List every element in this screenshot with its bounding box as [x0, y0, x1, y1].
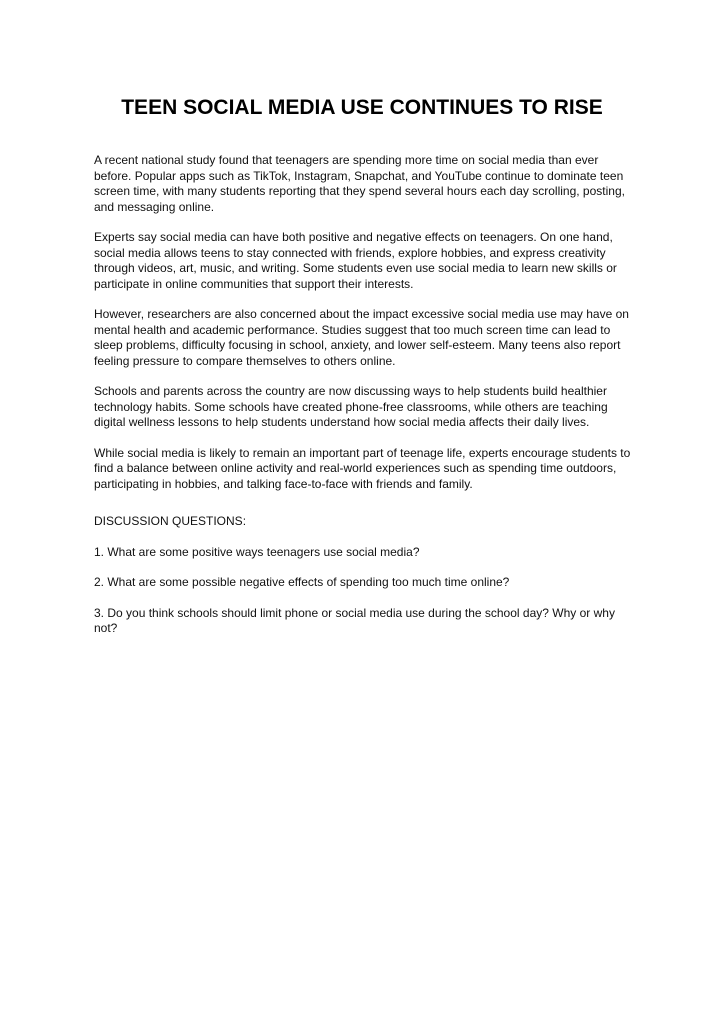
discussion-question: 3. Do you think schools should limit phone or social media use during the school day? Why or why not?: [94, 605, 615, 635]
article-paragraph: Experts say social media can have both positive and negative effects on teenagers. On one hand, social media allows teens to stay connected with friends, explore hobbies, and express creativity through videos, art, music, and writing. Some students even use social media to learn new skills or participate in online communities that support their interests.: [94, 230, 617, 291]
discussion-question: 2. What are some possible negative effects of spending too much time online?: [94, 575, 510, 589]
discussion-questions-heading: DISCUSSION QUESTIONS:: [94, 514, 247, 528]
article-body: [94, 153, 634, 652]
article-paragraph: While social media is likely to remain an important part of teenage life, experts encourage students to find a balance between online activity and real-world experiences such as spending time outdoors, participating in hobbies, and talking face-to-face with friends and family.: [94, 445, 631, 491]
page-title: TEEN SOCIAL MEDIA USE CONTINUES TO RISE: [121, 96, 603, 119]
article-paragraph: A recent national study found that teenagers are spending more time on social media than ever before. Popular apps such as TikTok, Instagram, Snapchat, and YouTube continue to dominate teen screen time, with many students reporting that they spend several hours each day scrolling, posting, and messaging online.: [94, 153, 625, 214]
article-paragraph: Schools and parents across the country are now discussing ways to help students build healthier technology habits. Some schools have created phone-free classrooms, while others are teaching digital wellness lessons to help students understand how social media affects their daily lives.: [94, 384, 608, 429]
discussion-question: 1. What are some positive ways teenagers use social media?: [94, 544, 420, 559]
article-paragraph: However, researchers are also concerned about the impact excessive social media use may have on mental health and academic performance. Studies suggest that too much screen time can lead to sleep problems, difficulty focusing in school, anxiety, and lower self-esteem. Many teens also report feeling pressure to compare themselves to others online.: [94, 307, 629, 368]
